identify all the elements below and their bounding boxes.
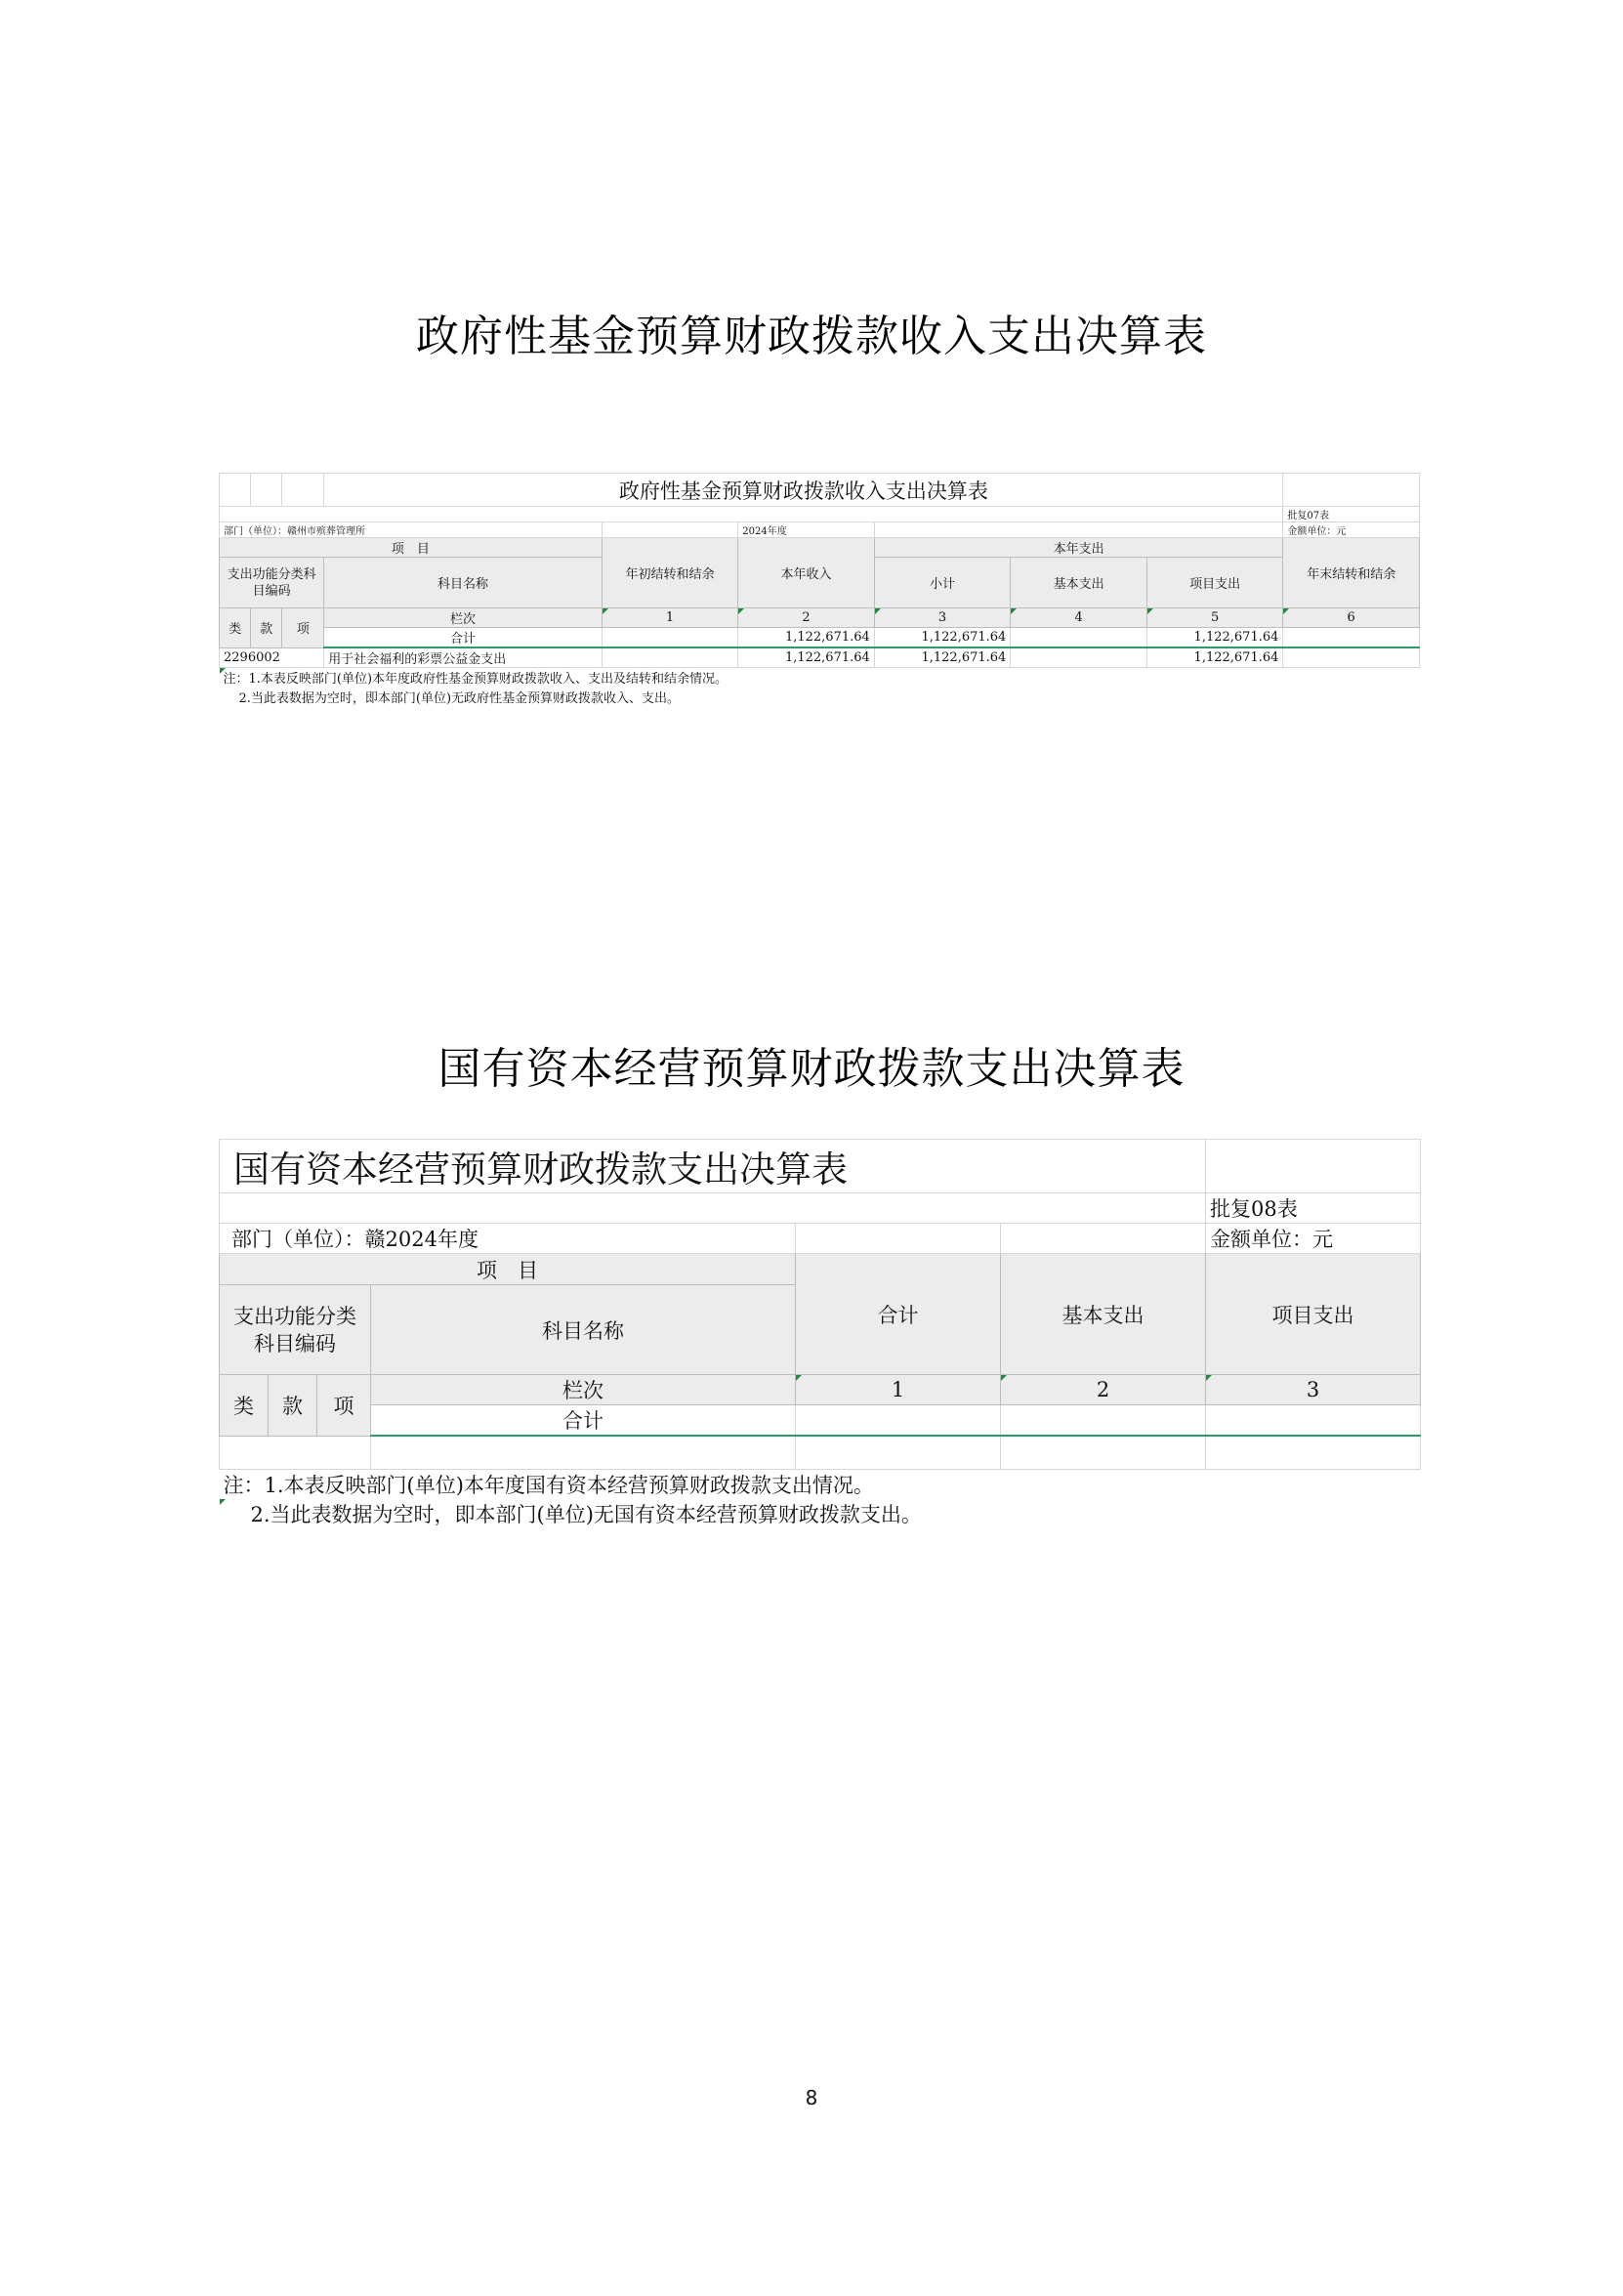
table2-header-name: 科目名称	[371, 1285, 796, 1375]
table1-total-label: 合计	[324, 628, 602, 648]
table1-total-income: 1,122,671.64	[738, 628, 875, 648]
table1-row-income: 1,122,671.64	[738, 647, 875, 668]
table1-year: 2024年度	[738, 522, 875, 538]
table1-header-xiang: 项	[282, 608, 324, 648]
table1-row-basic	[1011, 647, 1147, 668]
gov-fund-table	[219, 473, 1420, 707]
table1-dept: 部门（单位）：赣州市殡葬管理所	[220, 522, 603, 538]
table1-header-code: 支出功能分类科目编码	[220, 558, 324, 608]
table1-row-code: 2296002	[220, 647, 324, 668]
table1-col-2: 2	[738, 608, 875, 628]
table1-row-begin	[602, 647, 738, 668]
table2-note-2: 2.当此表数据为空时，即本部门(单位)无国有资本经营预算财政拨款支出。	[220, 1499, 1421, 1528]
table1-row-subtotal: 1,122,671.64	[874, 647, 1011, 668]
table1-total-project: 1,122,671.64	[1146, 628, 1283, 648]
table2-header-lei: 类	[220, 1375, 269, 1437]
table2-dept: 部门（单位）：赣2024年度	[220, 1224, 796, 1254]
table2-header-col: 栏次	[371, 1375, 796, 1405]
table2-header-xiang: 项	[317, 1375, 371, 1437]
table1-row-end	[1283, 647, 1420, 668]
table1-total-end	[1283, 628, 1420, 648]
table1-note-1: 注：1.本表反映部门(单位)本年度政府性基金预算财政拨款收入、支出及结转和结余情况。	[220, 668, 1420, 688]
table1-col-5: 5	[1146, 608, 1283, 628]
table2-header-kuan: 款	[269, 1375, 317, 1437]
section-heading-state-capital: 国有资本经营预算财政拨款支出决算表	[437, 1044, 1186, 1094]
table-row	[220, 647, 1420, 668]
table2-title: 国有资本经营预算财政拨款支出决算表	[220, 1140, 1206, 1193]
table1-col-3: 3	[874, 608, 1011, 628]
table2-col-3: 3	[1206, 1375, 1421, 1405]
table1-header-name: 科目名称	[324, 558, 602, 608]
table1-col-1: 1	[602, 608, 738, 628]
table1-header-end: 年末结转和结余	[1283, 538, 1420, 608]
table1-col-4: 4	[1011, 608, 1147, 628]
table1-header-income: 本年收入	[738, 538, 875, 608]
table2-header-basic: 基本支出	[1001, 1254, 1206, 1375]
table2-form-no: 批复08表	[1206, 1193, 1421, 1224]
table1-row-name: 用于社会福利的彩票公益金支出	[324, 647, 602, 668]
table1-total-row	[220, 628, 1420, 648]
table1-total-begin	[602, 628, 738, 648]
table1-header-lei: 类	[220, 608, 251, 648]
table1-header-project: 项目支出	[1146, 558, 1283, 608]
table2-col-2: 2	[1001, 1375, 1206, 1405]
table2-header-project: 项目支出	[1206, 1254, 1421, 1375]
table1-header-basic: 基本支出	[1011, 558, 1147, 608]
table2-header-item: 项 目	[220, 1254, 796, 1285]
table1-unit: 金额单位：元	[1283, 522, 1420, 538]
table1-header-col: 栏次	[324, 608, 602, 628]
table1-header-subtotal: 小计	[874, 558, 1011, 608]
gov-fund-table-image	[219, 473, 1420, 746]
table1-header-item: 项 目	[220, 538, 603, 558]
state-capital-table-image	[219, 1139, 1420, 1529]
table1-total-basic	[1011, 628, 1147, 648]
page-number: 8	[805, 2086, 818, 2109]
table2-header-total: 合计	[796, 1254, 1001, 1375]
table2-total-label: 合计	[371, 1405, 796, 1437]
table1-header-expense: 本年支出	[874, 538, 1283, 558]
table1-header-kuan: 款	[251, 608, 282, 648]
table1-title: 政府性基金预算财政拨款收入支出决算表	[324, 474, 1283, 507]
table2-header-code: 支出功能分类科目编码	[220, 1285, 371, 1375]
state-capital-table	[219, 1139, 1421, 1528]
table1-total-subtotal: 1,122,671.64	[874, 628, 1011, 648]
table1-header-begin: 年初结转和结余	[602, 538, 738, 608]
table2-total-row	[220, 1405, 1421, 1437]
table1-col-6: 6	[1283, 608, 1420, 628]
table-row	[220, 1436, 1421, 1469]
table2-note-1: 注：1.本表反映部门(单位)本年度国有资本经营预算财政拨款支出情况。	[223, 1473, 874, 1497]
table2-unit: 金额单位：元	[1206, 1224, 1421, 1254]
table1-note-2: 2.当此表数据为空时，即本部门(单位)无政府性基金预算财政拨款收入、支出。	[238, 691, 681, 706]
section-heading-gov-fund: 政府性基金预算财政拨款收入支出决算表	[416, 312, 1207, 361]
table1-row-project: 1,122,671.64	[1146, 647, 1283, 668]
table2-col-1: 1	[796, 1375, 1001, 1405]
table1-form-no: 批复07表	[1283, 507, 1420, 522]
